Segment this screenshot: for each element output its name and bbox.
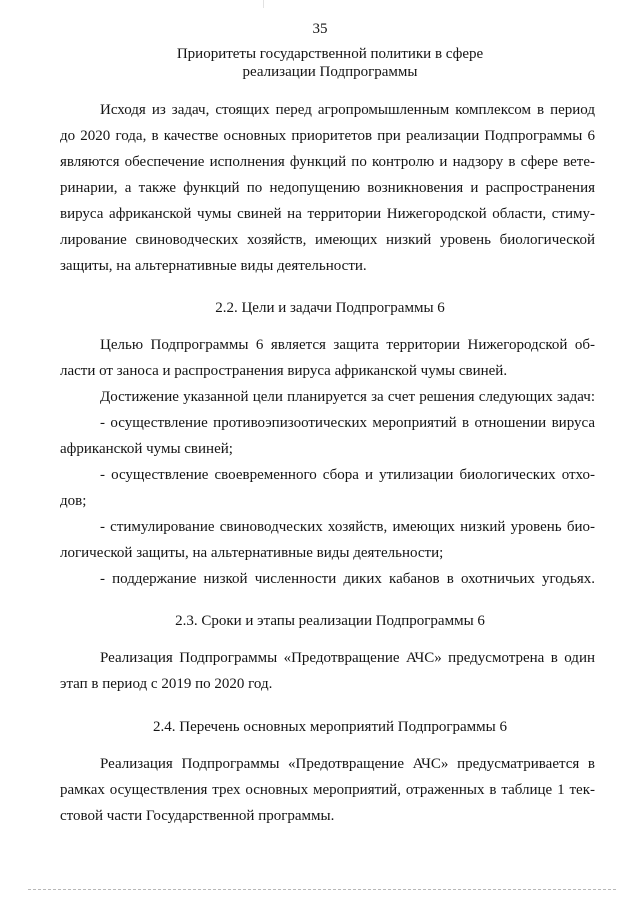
- section-2-3-title: 2.3. Сроки и этапы реализации Подпрограммы 6: [175, 613, 485, 629]
- section-2-3-line: Реализация Подпрограммы «Предотвращение АЧС» предусмотрена в один: [100, 650, 595, 666]
- task-list-item: - поддержание низкой численности диких кабанов в охотничьих угодьях.: [100, 571, 595, 587]
- page-number: 35: [312, 21, 328, 37]
- section-2-4-line: стовой части Государственной программы.: [60, 808, 335, 824]
- priorities-paragraph-line: являются обеспечение исполнения функций по контролю и надзору в сфере вете-: [60, 154, 595, 170]
- priorities-paragraph-line: лирование свиноводческих хозяйств, имеющих низкий уровень биологической: [60, 232, 595, 248]
- section-2-2-title: 2.2. Цели и задачи Подпрограммы 6: [215, 300, 445, 316]
- section-2-4-line: рамках осуществления трех основных мероприятий, отраженных в таблице 1 тек-: [60, 782, 595, 798]
- task-list-item-continuation: дов;: [60, 493, 87, 509]
- priorities-title-line-2: реализации Подпрограммы: [242, 64, 418, 80]
- priorities-paragraph-line: ринарии, а также функций по недопущению возникновения и распространения: [60, 180, 595, 196]
- priorities-paragraph-line: вируса африканской чумы свиней на территории Нижегородской области, стиму-: [60, 206, 595, 222]
- priorities-paragraph-line: до 2020 года, в качестве основных приоритетов при реализации Подпрограммы 6: [60, 128, 595, 144]
- task-list-item-continuation: логической защиты, на альтернативные виды деятельности;: [60, 545, 444, 561]
- priorities-paragraph-line: Исходя из задач, стоящих перед агропромышленным комплексом в период: [100, 102, 595, 118]
- scan-artifact-mark: [263, 0, 264, 8]
- section-2-3-line: этап в период с 2019 по 2020 год.: [60, 676, 273, 692]
- scan-bottom-edge: [28, 889, 616, 890]
- priorities-title-line-1: Приоритеты государственной политики в сфере: [176, 46, 484, 62]
- section-2-4-title: 2.4. Перечень основных мероприятий Подпрограммы 6: [153, 719, 507, 735]
- priorities-paragraph-line: защиты, на альтернативные виды деятельности.: [60, 258, 367, 274]
- section-2-4-line: Реализация Подпрограммы «Предотвращение АЧС» предусматривается в: [100, 756, 595, 772]
- section-2-2-line: Достижение указанной цели планируется за счет решения следующих задач:: [100, 389, 595, 405]
- task-list-item-continuation: африканской чумы свиней;: [60, 441, 233, 457]
- section-2-2-line: Целью Подпрограммы 6 является защита территории Нижегородской об-: [100, 337, 595, 353]
- task-list-item: - осуществление противоэпизоотических мероприятий в отношении вируса: [100, 415, 595, 431]
- section-2-2-line: ласти от заноса и распространения вируса африканской чумы свиней.: [60, 363, 508, 379]
- task-list-item: - стимулирование свиноводческих хозяйств, имеющих низкий уровень био-: [100, 519, 595, 535]
- task-list-item: - осуществление своевременного сбора и утилизации биологических отхо-: [100, 467, 595, 483]
